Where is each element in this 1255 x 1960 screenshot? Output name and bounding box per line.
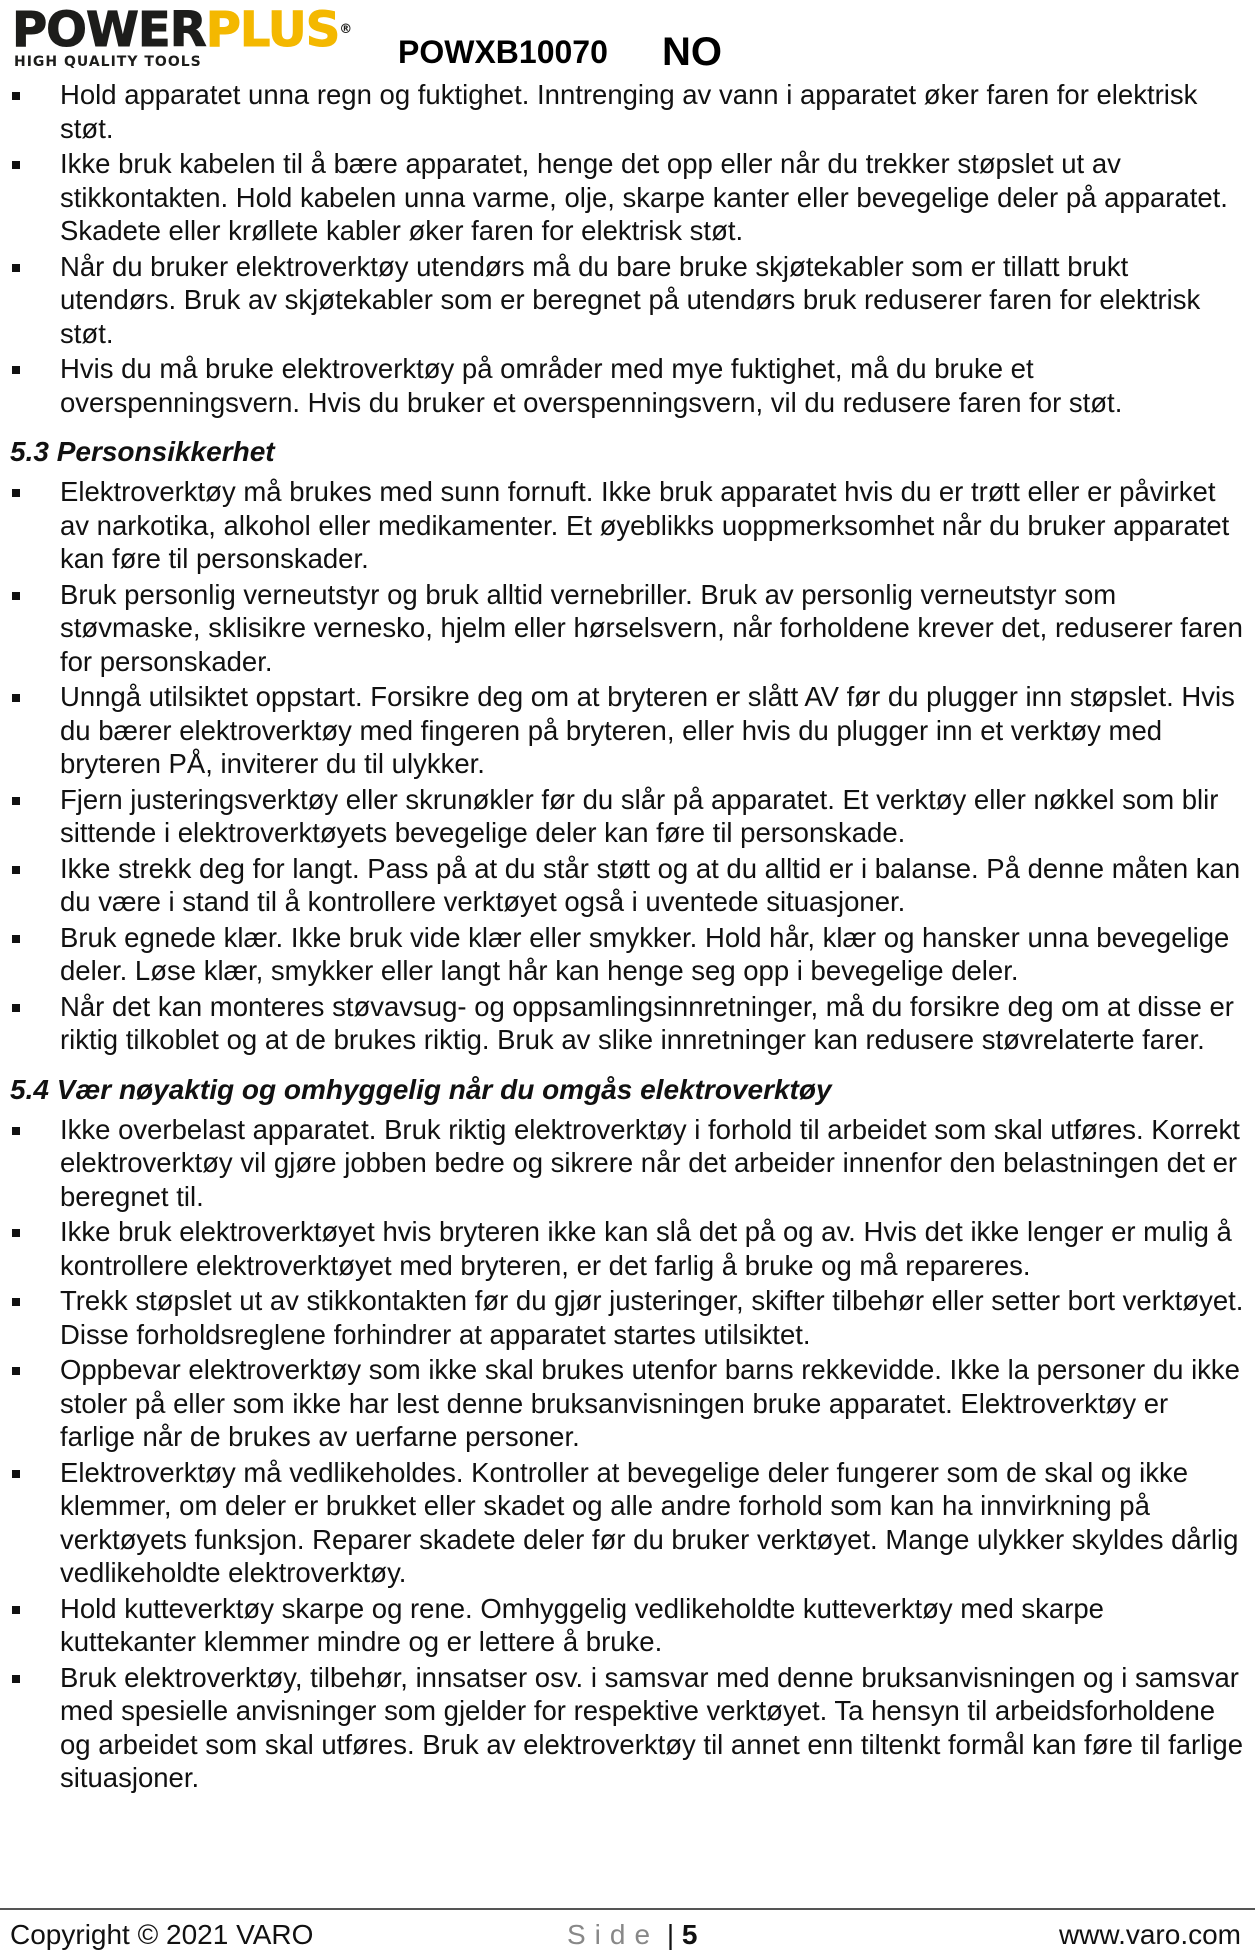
- list-item: Trekk støpslet ut av stikkontakten før du gjør justeringer, skifter tilbehør eller setter bort verktøyet. Disse forholdsreglene forhindrer at apparatet startes utilsiktet.: [10, 1284, 1245, 1351]
- list-item: Hold apparatet unna regn og fuktighet. Inntrenging av vann i apparatet øker faren for elektrisk støt.: [10, 78, 1245, 145]
- page-header: [0, 0, 1255, 84]
- list-item: Hvis du må bruke elektroverktøy på områder med mye fuktighet, må du bruke et overspenningsvern. Hvis du bruker et overspenningsvern, vil du redusere faren for støt.: [10, 352, 1245, 419]
- section-heading-careful-use: 5.4 Vær nøyaktig og omhyggelig når du omgås elektroverktøy: [10, 1073, 832, 1105]
- section-heading-personal-safety: 5.3 Personsikkerhet: [10, 436, 275, 467]
- personal-safety-list: [10, 475, 1245, 1057]
- page-indicator: [567, 1915, 697, 1955]
- logo-plus-text: PLUS: [205, 2, 340, 58]
- page-number: 5: [681, 1919, 698, 1950]
- list-item: Ikke strekk deg for langt. Pass på at du står støtt og at du alltid er i balanse. På denne måten kan du være i stand til å kontrollere verktøyet også i uventede situasjoner.: [10, 852, 1245, 919]
- list-item: Ikke bruk elektroverktøyet hvis bryteren ikke kan slå det på og av. Hvis det ikke lenger er mulig å kontrollere elektroverktøyet med bryteren, er det farlig å bruke og må repareres.: [10, 1215, 1245, 1282]
- footer-divider: [0, 1908, 1255, 1910]
- list-item: Når du bruker elektroverktøy utendørs må du bare bruke skjøtekabler som er tillatt brukt utendørs. Bruk av skjøtekabler som er beregnet på utendørs bruk reduserer faren for elektrisk støt.: [10, 250, 1245, 351]
- page-separator: |: [659, 1919, 682, 1950]
- list-item: Bruk egnede klær. Ikke bruk vide klær eller smykker. Hold hår, klær og hansker unna bevegelige deler. Løse klær, smykker eller langt hår kan henge seg opp i bevegelige deler.: [10, 921, 1245, 988]
- website-link[interactable]: www.varo.com: [1058, 1919, 1241, 1950]
- powerplus-logo: [12, 4, 392, 70]
- careful-use-list: [10, 1113, 1245, 1795]
- logo-registered-mark: ®: [339, 22, 352, 37]
- list-item: Unngå utilsiktet oppstart. Forsikre deg om at bryteren er slått AV før du plugger inn støpslet. Hvis du bærer elektroverktøy med fingeren på bryteren, eller hvis du plugger inn et verktøy med bryteren PÅ, inviterer du til ulykker.: [10, 680, 1245, 781]
- list-item: Ikke bruk kabelen til å bære apparatet, henge det opp eller når du trekker støpslet ut av stikkontakten. Hold kabelen unna varme, olje, skarpe kanter eller bevegelige deler på apparatet. Skadete eller krøllete kabler øker faren for elektrisk støt.: [10, 147, 1245, 248]
- list-item: Hold kutteverktøy skarpe og rene. Omhyggelig vedlikeholdte kutteverktøy med skarpe kuttekanter klemmer mindre og er lettere å bruke.: [10, 1592, 1245, 1659]
- list-item: Bruk elektroverktøy, tilbehør, innsatser osv. i samsvar med denne bruksanvisningen og i samsvar med spesielle anvisninger som gjelder for respektive verktøyet. Ta hensyn til arbeidsforholdene og arbeidet som skal utføres. Bruk av elektroverktøy til annet enn tiltenkt formål kan føre til farlige situasjoner.: [10, 1661, 1245, 1795]
- list-item: Bruk personlig verneutstyr og bruk alltid vernebriller. Bruk av personlig verneutstyr som støvmaske, sklisikre vernesko, hjelm eller hørselsvern, når forholdene krever det, reduserer faren for personskader.: [10, 578, 1245, 679]
- language-code: NO: [662, 30, 722, 74]
- list-item: Fjern justeringsverktøy eller skrunøkler før du slår på apparatet. Et verktøy eller nøkkel som blir sittende i elektroverktøyets bevegelige deler kan føre til personskade.: [10, 783, 1245, 850]
- list-item: Elektroverktøy må brukes med sunn fornuft. Ikke bruk apparatet hvis du er trøtt eller er påvirket av narkotika, alkohol eller medikamenter. Et øyeblikks uoppmerksomhet når du bruker apparatet kan føre til personskader.: [10, 475, 1245, 576]
- logo-power-text: POWER: [12, 2, 206, 58]
- model-number: POWXB10070: [398, 34, 608, 70]
- copyright-text: Copyright © 2021 VARO: [10, 1919, 314, 1950]
- list-item: Elektroverktøy må vedlikeholdes. Kontroller at bevegelige deler fungerer som de skal og ikke klemmer, om deler er brukket eller skadet og alle andre forhold som kan ha innvirkning på verktøyets funksjon. Reparer skadete deler før du bruker verktøyet. Mange ulykker skyldes dårlig vedlikeholdte elektroverktøy.: [10, 1456, 1245, 1590]
- document-body: [10, 78, 1245, 1797]
- intro-list: [10, 78, 1245, 419]
- logo-tagline: HIGH QUALITY TOOLS: [14, 54, 202, 70]
- side-label: Side: [567, 1919, 660, 1950]
- page-footer: [10, 1915, 1245, 1955]
- list-item: Ikke overbelast apparatet. Bruk riktig elektroverktøy i forhold til arbeidet som skal utføres. Korrekt elektroverktøy vil gjøre jobben bedre og sikrere når det arbeider innenfor den belastningen det er beregnet til.: [10, 1113, 1245, 1214]
- list-item: Oppbevar elektroverktøy som ikke skal brukes utenfor barns rekkevidde. Ikke la personer du ikke stoler på eller som ikke har lest denne bruksanvisningen bruke apparatet. Elektroverktøy er farlige når de brukes av uerfarne personer.: [10, 1353, 1245, 1454]
- list-item: Når det kan monteres støvavsug- og oppsamlingsinnretninger, må du forsikre deg om at disse er riktig tilkoblet og at de brukes riktig. Bruk av slike innretninger kan redusere støvrelaterte farer.: [10, 990, 1245, 1057]
- logo-wordmark: [12, 4, 351, 56]
